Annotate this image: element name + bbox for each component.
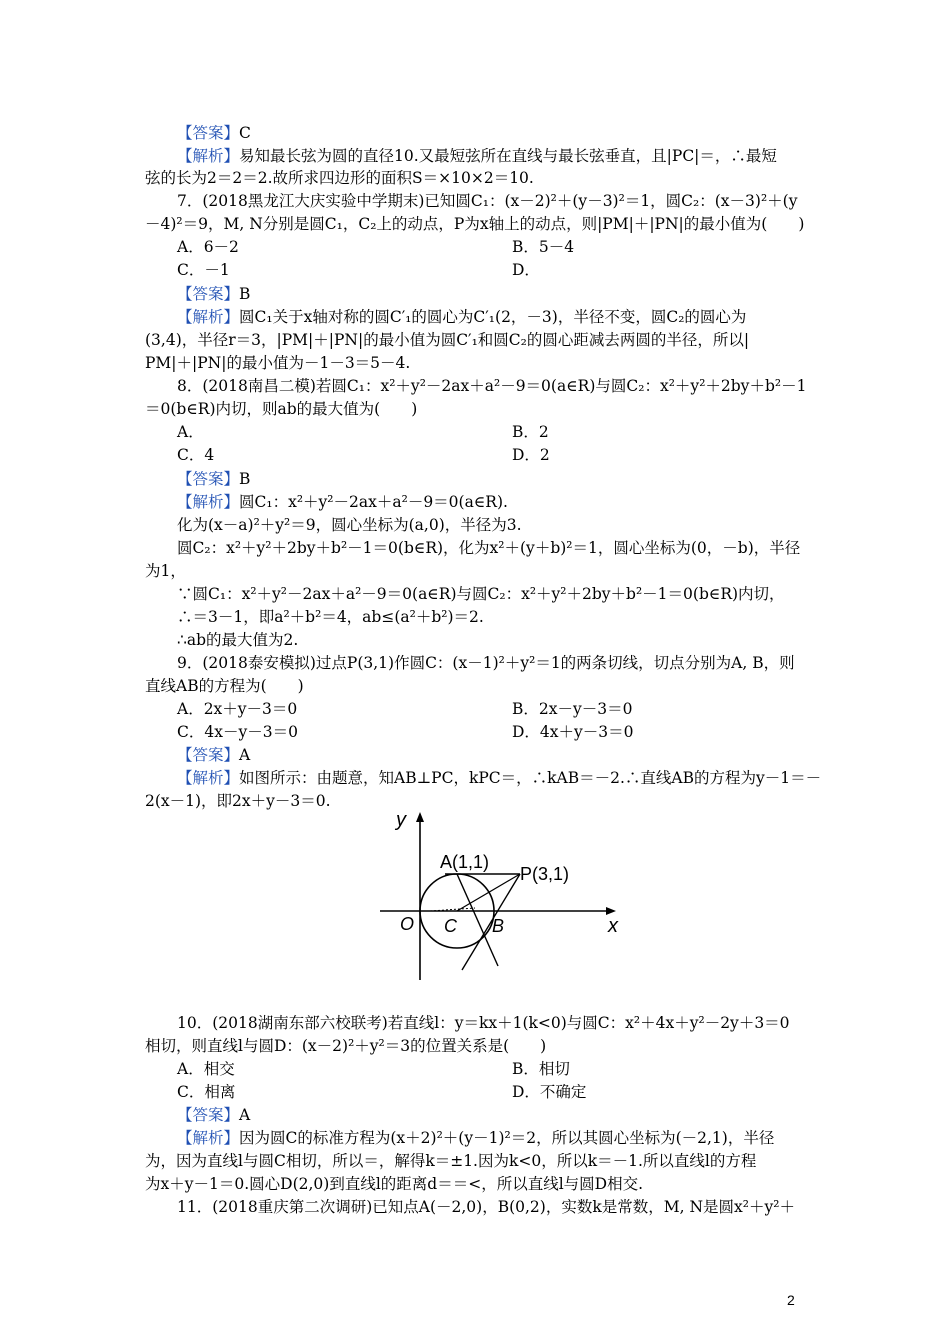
section-tag: 【解析】: [177, 493, 240, 511]
line-text: ∴＝3－1，即a²＋b²＝4，ab≤(a²＋b²)＝2.: [177, 608, 484, 626]
text-line: [145, 1035, 546, 1057]
line-text: －4)²＝9，M, N分别是圆C₁，C₂上的动点，P为x轴上的动点，则|PM|＋|PN|的最小值为( ): [145, 215, 805, 233]
line-text: 圆C₁：x²＋y²－2ax＋a²－9＝0(a∈R).: [239, 493, 508, 511]
line-text: B: [239, 285, 251, 303]
tangent-lines-figure: [370, 808, 640, 983]
text-line: [145, 675, 304, 697]
text-line: [177, 122, 251, 144]
text-line: [177, 1104, 250, 1126]
text-line: [177, 306, 746, 328]
line-text: A: [239, 746, 251, 764]
line-text: 如图所示：由题意，知AB⊥PC，kPC＝，∴kAB＝－2.∴直线AB的方程为y－1＝－: [239, 769, 822, 787]
line-text: C: [239, 124, 251, 142]
line-text: ＝0(b∈R)内切，则ab的最大值为( ): [145, 400, 418, 418]
answer-option: C．4x－y－3＝0: [177, 723, 298, 741]
line-text: (3,4)，半径r＝3，|PM|＋|PN|的最小值为圆C′₁和圆C₂的圆心距减去两圆的半径，所以|: [145, 331, 750, 349]
answer-option: C．－1: [177, 261, 230, 279]
point-b-label: B: [492, 916, 505, 936]
origin-label: O: [400, 914, 415, 934]
line-text: 因为圆C的标准方程为(x＋2)²＋(y－1)²＝2，所以其圆心坐标为(－2,1)，半径: [239, 1129, 775, 1147]
line-text: 9．(2018泰安模拟)过点P(3,1)作圆C：(x－1)²＋y²＝1的两条切线，切点分别为A, B，则: [177, 654, 795, 672]
text-line: [145, 329, 749, 351]
tangent-line-pb: [462, 874, 520, 970]
text-line: [177, 744, 250, 766]
point-p-label: P(3,1): [520, 864, 570, 884]
line-text: ∴ab的最大值为2.: [177, 631, 299, 649]
line-text: 化为(x－a)²＋y²＝9，圆心坐标为(a,0)，半径为3.: [177, 516, 522, 534]
answer-option: B．5－4: [512, 238, 575, 256]
line-text: ∵圆C₁：x²＋y²－2ax＋a²－9＝0(a∈R)与圆C₂：x²＋y²＋2by＋b²－1＝0(b∈R)内切，: [177, 585, 785, 603]
answer-option: A．2x＋y－3＝0: [177, 700, 298, 718]
section-tag: 【解析】: [177, 147, 240, 165]
text-line: [145, 790, 331, 812]
line-text: 圆C₂：x²＋y²＋2by＋b²－1＝0(b∈R)，化为x²＋(y＋b)²＝1，圆心坐标为(0，－b)，半径: [177, 539, 801, 557]
text-line: [177, 629, 298, 651]
text-line: [177, 1012, 790, 1034]
x-axis-label: x: [608, 915, 618, 937]
text-line: [177, 375, 806, 397]
answer-option: C．4: [177, 446, 215, 464]
answer-option: A．6－2: [177, 238, 239, 256]
page-number: 2: [787, 1292, 795, 1308]
text-line: [177, 583, 785, 605]
line-text: 10．(2018湖南东部六校联考)若直线l：y＝kx＋1(k<0)与圆C：x²＋4x＋y²－2y＋3＝0: [177, 1014, 790, 1032]
answer-option: D．2: [512, 446, 550, 464]
line-text: B: [239, 470, 251, 488]
answer-option: A．: [177, 423, 204, 441]
text-line: [177, 190, 797, 212]
line-text: 为x＋y－1＝0.圆心D(2,0)到直线l的距离d＝＝<，所以直线l与圆D相交.: [145, 1175, 643, 1193]
line-text: A: [239, 1106, 251, 1124]
point-c-label: C: [444, 916, 457, 936]
text-line: [145, 352, 410, 374]
text-line: [177, 652, 795, 674]
y-axis-label: y: [396, 809, 406, 831]
line-text: PM|＋|PN|的最小值为－1－3＝5－4.: [145, 354, 411, 372]
section-tag: 【解析】: [177, 769, 240, 787]
text-line: [177, 514, 522, 536]
answer-option: A．相交: [177, 1060, 235, 1078]
y-axis-arrow: [416, 812, 424, 822]
text-line: [177, 283, 250, 305]
answer-option: D．4x＋y－3＝0: [512, 723, 634, 741]
line-text: 2(x－1)，即2x＋y－3＝0.: [145, 792, 331, 810]
text-line: [145, 1150, 756, 1172]
answer-option: C．相离: [177, 1083, 236, 1101]
section-tag: 【答案】: [177, 470, 240, 488]
text-line: [177, 145, 777, 167]
text-line: [177, 491, 508, 513]
section-tag: 【答案】: [177, 285, 240, 303]
line-text: 弦的长为2＝2＝2.故所求四边形的面积S＝×10×2＝10.: [145, 169, 534, 187]
answer-option: D．不确定: [512, 1083, 587, 1101]
line-text: 8．(2018南昌二模)若圆C₁：x²＋y²－2ax＋a²－9＝0(a∈R)与圆C₂：x²＋y²＋2by＋b²－1: [177, 377, 807, 395]
text-line: [145, 1173, 643, 1195]
line-text: 为1，: [145, 562, 186, 580]
line-text: 为，因为直线l与圆C相切，所以＝，解得k＝±1.因为k<0，所以k＝－1.所以直线l的方程: [145, 1152, 757, 1170]
section-tag: 【答案】: [177, 746, 240, 764]
section-tag: 【解析】: [177, 1129, 240, 1147]
text-line: [177, 767, 821, 789]
section-tag: 【解析】: [177, 308, 240, 326]
line-text: 圆C₁关于x轴对称的圆C′₁的圆心为C′₁(2，－3)，半径不变，圆C₂的圆心为: [239, 308, 747, 326]
text-line: [145, 213, 804, 235]
text-line: [145, 398, 417, 420]
line-text: 直线AB的方程为( ): [145, 677, 304, 695]
line-text: 易知最长弦为圆的直径10.又最短弦所在直线与最长弦垂直，且|PC|＝，∴最短: [239, 147, 777, 165]
line-text: 相切，则直线l与圆D：(x－2)²＋y²＝3的位置关系是( ): [145, 1037, 547, 1055]
point-a-label: A(1,1): [440, 852, 490, 872]
x-axis-arrow: [606, 907, 616, 915]
text-line: [177, 1127, 774, 1149]
line-text: 7．(2018黑龙江大庆实验中学期末)已知圆C₁：(x－2)²＋(y－3)²＝1，圆C₂：(x－3)²＋(y: [177, 192, 798, 210]
answer-option: B．2x－y－3＝0: [512, 700, 633, 718]
line-text: 11．(2018重庆第二次调研)已知点A(－2,0)，B(0,2)，实数k是常数，M, N是圆x²＋y²＋: [177, 1198, 795, 1216]
answer-option: B．2: [512, 423, 549, 441]
text-line: [145, 560, 186, 582]
text-line: [177, 1196, 795, 1218]
text-line: [177, 537, 800, 559]
segment-pc: [457, 874, 520, 911]
answer-option: B．相切: [512, 1060, 570, 1078]
text-line: [177, 468, 250, 490]
section-tag: 【答案】: [177, 1106, 240, 1124]
text-line: [145, 167, 534, 189]
answer-option: D．: [512, 261, 540, 279]
text-line: [177, 606, 484, 628]
section-tag: 【答案】: [177, 124, 240, 142]
